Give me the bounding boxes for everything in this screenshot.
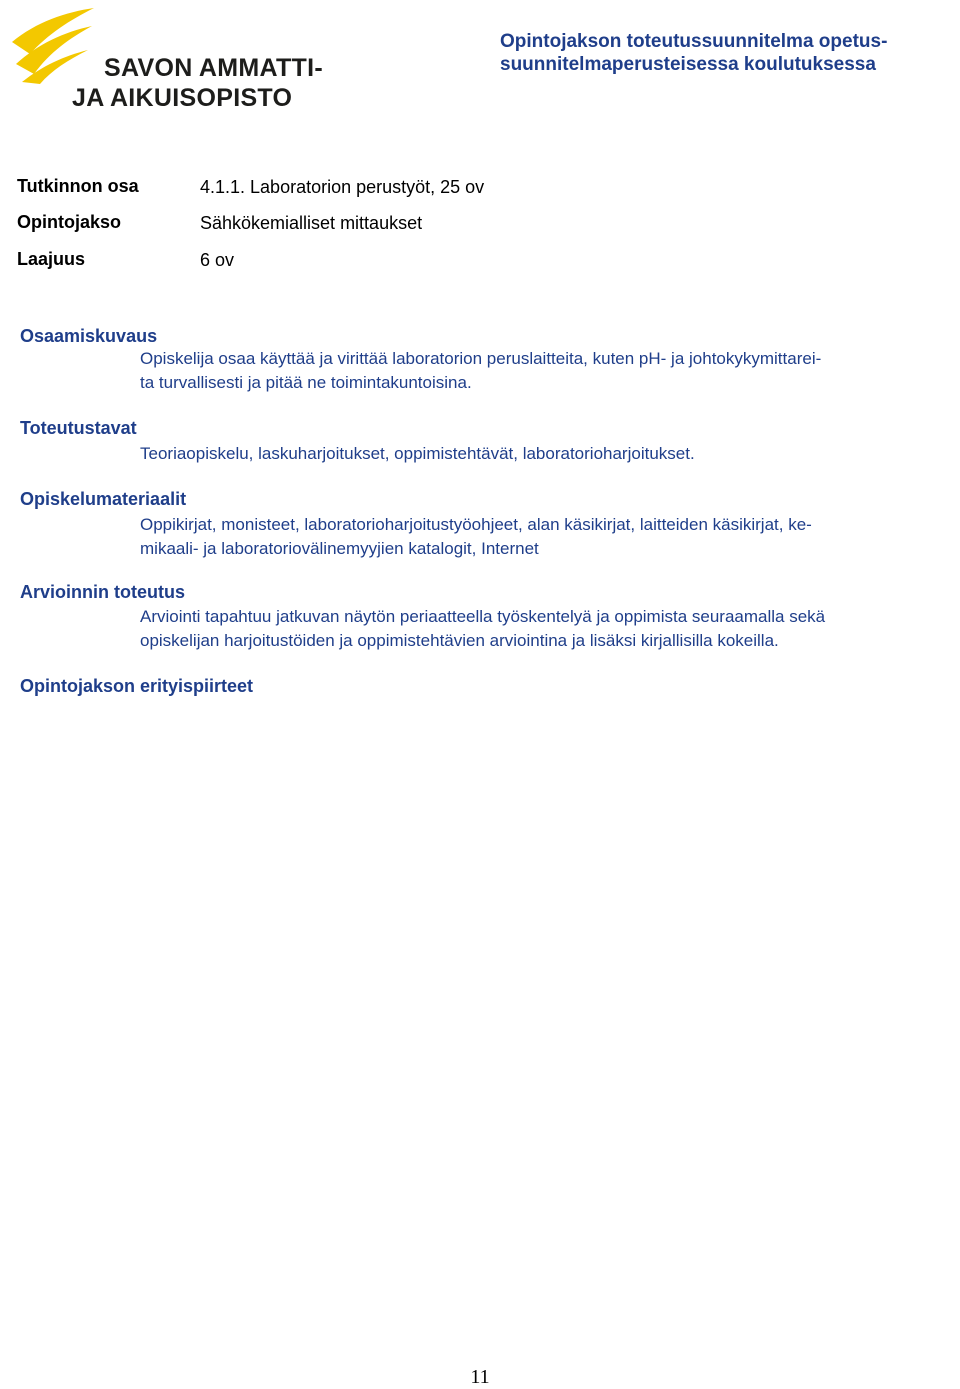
school-logo (8, 4, 348, 110)
section-body-toteutustavat (140, 442, 960, 466)
section-line: Teoriaopiskelu, laskuharjoitukset, oppimistehtävät, laboratorioharjoitukset. (140, 444, 695, 463)
meta-value-opintojakso: Sähkökemialliset mittaukset (200, 213, 423, 233)
page-number: 11 (470, 1366, 490, 1388)
meta-value-laajuus: 6 ov (200, 250, 235, 270)
section-heading-opiskelumateriaalit: Opiskelumateriaalit (20, 489, 187, 509)
section-heading-erityispiirteet: Opintojakson erityispiirteet (20, 676, 254, 696)
section-line: ta turvallisesti ja pitää ne toimintakuntoisina. (140, 373, 472, 392)
meta-label-laajuus: Laajuus (17, 249, 86, 269)
section-heading-arvioinnin-toteutus: Arvioinnin toteutus (20, 582, 185, 602)
document-title-line: Opintojakson toteutussuunnitelma opetus- (500, 31, 888, 52)
section-line: mikaali- ja laboratoriovälinemyyjien katalogit, Internet (140, 539, 539, 558)
section-line: Oppikirjat, monisteet, laboratorioharjoitustyöohjeet, alan käsikirjat, laitteiden käsikirjat, ke- (140, 515, 812, 534)
document-title-line: suunnitelmaperusteisessa koulutuksessa (500, 54, 876, 75)
meta-label-opintojakso: Opintojakso (17, 212, 122, 232)
wing-logo-icon (8, 4, 104, 84)
section-heading-osaamiskuvaus: Osaamiskuvaus (20, 326, 158, 346)
section-heading-toteutustavat: Toteutustavat (20, 418, 137, 438)
section-body-opiskelumateriaalit (140, 513, 960, 561)
meta-value-tutkinnon-osa: 4.1.1. Laboratorion perustyöt, 25 ov (200, 177, 485, 197)
section-body-osaamiskuvaus (140, 347, 960, 395)
logo-text-line2: JA AIKUISOPISTO (72, 84, 293, 112)
meta-label-tutkinnon-osa: Tutkinnon osa (17, 176, 139, 196)
section-line: Arviointi tapahtuu jatkuvan näytön periaatteella työskentelyä ja oppimista seuraamalla sekä (140, 607, 826, 626)
section-line: opiskelijan harjoitustöiden ja oppimistehtävien arviointina ja lisäksi kirjallisilla kokeilla. (140, 631, 779, 650)
section-line: Opiskelija osaa käyttää ja virittää laboratorion peruslaitteita, kuten pH- ja johtokykymittarei- (140, 349, 822, 368)
logo-text-line1: SAVON AMMATTI- (104, 54, 323, 82)
section-body-arvioinnin-toteutus (140, 605, 960, 653)
document-title (500, 30, 940, 76)
